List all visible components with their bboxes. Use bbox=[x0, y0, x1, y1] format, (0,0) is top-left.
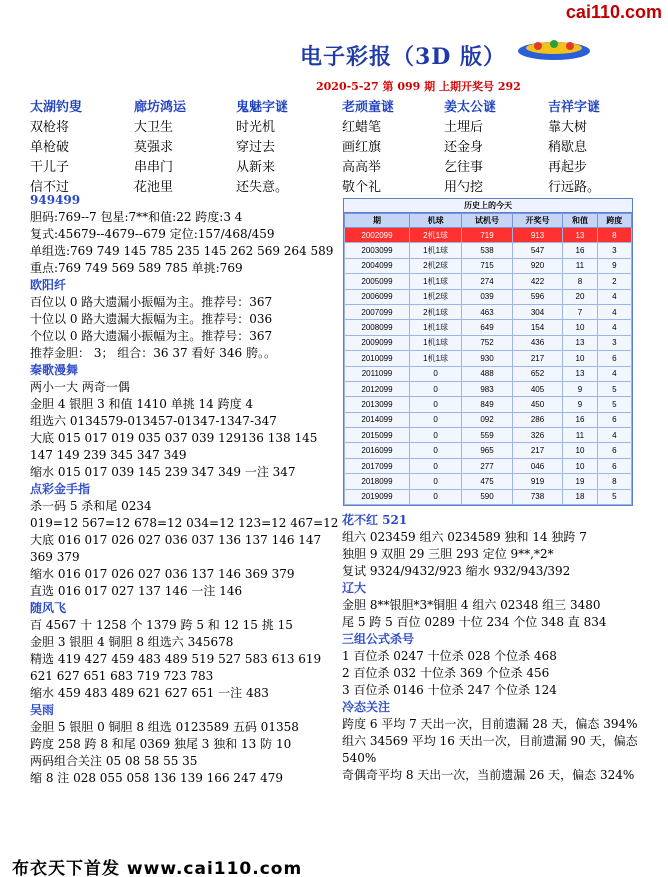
text-line: 跨度 258 跨 8 和尾 0369 独尾 3 独和 13 防 10 bbox=[30, 737, 292, 751]
table-cell: 4 bbox=[597, 428, 631, 443]
riddle-column bbox=[342, 96, 442, 196]
text-line: 金胆 4 银胆 3 和值 1410 单挑 14 跨度 4 bbox=[30, 397, 254, 411]
table-cell: 1机1球 bbox=[409, 320, 461, 335]
table-cell: 930 bbox=[462, 351, 513, 366]
table-cell: 450 bbox=[512, 397, 563, 412]
riddle-line: 红蜡笔 bbox=[342, 120, 382, 135]
table-header-cell: 开奖号 bbox=[512, 214, 563, 228]
table-cell: 0 bbox=[409, 381, 461, 396]
table-cell: 2机2球 bbox=[409, 258, 461, 273]
text-line: 奇偶奇平均 8 天出一次，当前遗漏 26 天，偏态 324% bbox=[342, 768, 635, 782]
table-cell: 0 bbox=[409, 397, 461, 412]
text-line: 621 627 651 683 719 723 783 bbox=[30, 669, 214, 683]
section-heading: 欧阳纤 bbox=[30, 278, 67, 292]
table-row bbox=[345, 381, 632, 396]
table-cell: 10 bbox=[563, 443, 597, 458]
text-line: 147 149 239 345 347 349 bbox=[30, 448, 187, 462]
text-line: 缩水 016 017 026 027 036 137 146 369 379 bbox=[30, 567, 295, 581]
text-line: 369 379 bbox=[30, 550, 80, 564]
table-cell: 8 bbox=[563, 274, 597, 289]
riddle-line: 莫强求 bbox=[134, 140, 174, 155]
text-line: 复试 9324/9432/923 缩水 932/943/392 bbox=[342, 564, 571, 578]
text-line: 组六 34569 平均 16 天出一次，目前遗漏 90 天，偏态 540% bbox=[342, 734, 638, 765]
section-heading: 随风飞 bbox=[30, 601, 67, 615]
table-cell: 2017099 bbox=[345, 458, 410, 473]
table-cell: 10 bbox=[563, 320, 597, 335]
table-row bbox=[345, 458, 632, 473]
riddle-column-head: 老顽童谜 bbox=[342, 100, 395, 115]
text-line: 独胆 9 双胆 29 三胆 293 定位 9**,*2* bbox=[342, 547, 554, 561]
table-cell: 9 bbox=[597, 258, 631, 273]
text-line: 缩水 459 483 489 621 627 651 一注 483 bbox=[30, 686, 269, 700]
table-cell: 422 bbox=[512, 274, 563, 289]
riddle-column bbox=[236, 96, 336, 196]
table-cell: 0 bbox=[409, 412, 461, 427]
text-line: 金胆 5 银胆 0 铜胆 8 组选 0123589 五码 01358 bbox=[30, 720, 299, 734]
table-cell: 2003099 bbox=[345, 243, 410, 258]
text-line: 百 4567 十 1258 个 1379 跨 5 和 12 15 挑 15 bbox=[30, 618, 293, 632]
table-cell: 405 bbox=[512, 381, 563, 396]
table-cell: 4 bbox=[597, 289, 631, 304]
table-cell: 092 bbox=[462, 412, 513, 427]
text-line: 019=12 567=12 678=12 034=12 123=12 467=12 bbox=[30, 516, 339, 530]
table-row bbox=[345, 397, 632, 412]
table-cell: 596 bbox=[512, 289, 563, 304]
riddle-column bbox=[30, 96, 130, 196]
table-cell: 6 bbox=[597, 443, 631, 458]
text-line: 缩 8 注 028 055 058 136 139 166 247 479 bbox=[30, 771, 284, 785]
table-cell: 547 bbox=[512, 243, 563, 258]
text-line: 尾 5 跨 5 百位 0289 十位 234 个位 348 直 834 bbox=[342, 615, 607, 629]
table-cell: 217 bbox=[512, 351, 563, 366]
text-line: 单组选:769 749 145 785 235 145 262 569 264 589 bbox=[30, 244, 334, 258]
table-cell: 715 bbox=[462, 258, 513, 273]
riddle-line: 大卫生 bbox=[134, 120, 174, 135]
table-cell: 649 bbox=[462, 320, 513, 335]
table-cell: 5 bbox=[597, 381, 631, 396]
table-cell: 304 bbox=[512, 304, 563, 319]
right-column bbox=[342, 512, 662, 784]
table-cell: 1机1球 bbox=[409, 335, 461, 350]
table-cell: 913 bbox=[512, 228, 563, 243]
riddle-column-head: 姜太公谜 bbox=[444, 100, 497, 115]
text-line: 胆码:769--7 包星:7**和值:22 跨度:3 4 bbox=[30, 210, 243, 224]
table-row bbox=[345, 243, 632, 258]
text-line: 直选 016 017 027 137 146 一注 146 bbox=[30, 584, 243, 598]
section-heading: 秦歌漫舞 bbox=[30, 363, 79, 377]
table-row bbox=[345, 443, 632, 458]
riddle-line: 高高举 bbox=[342, 160, 382, 175]
table-cell: 4 bbox=[597, 304, 631, 319]
table-cell: 2机1球 bbox=[409, 228, 461, 243]
riddle-column-head: 廊坊鸿运 bbox=[134, 100, 187, 115]
table-cell: 2014099 bbox=[345, 412, 410, 427]
table-cell: 326 bbox=[512, 428, 563, 443]
riddle-line: 单枪破 bbox=[30, 140, 70, 155]
table-cell: 6 bbox=[597, 351, 631, 366]
table-cell: 0 bbox=[409, 458, 461, 473]
table-row bbox=[345, 428, 632, 443]
riddle-line: 双枪将 bbox=[30, 120, 70, 135]
table-cell: 2010099 bbox=[345, 351, 410, 366]
table-header-cell: 期 bbox=[345, 214, 410, 228]
table-cell: 2机1球 bbox=[409, 304, 461, 319]
text-line: 组六 023459 组六 0234589 独和 14 独跨 7 bbox=[342, 530, 587, 544]
table-cell: 2004099 bbox=[345, 258, 410, 273]
table-cell: 2007099 bbox=[345, 304, 410, 319]
table-cell: 046 bbox=[512, 458, 563, 473]
table-cell: 5 bbox=[597, 489, 631, 504]
table-row bbox=[345, 228, 632, 243]
text-line: 百位以 0 路大遗漏小振幅为主。推荐号：367 bbox=[30, 295, 273, 309]
table-row bbox=[345, 366, 632, 381]
table-cell: 983 bbox=[462, 381, 513, 396]
table-cell: 0 bbox=[409, 366, 461, 381]
riddle-column-head: 鬼魅字谜 bbox=[236, 100, 289, 115]
table-row bbox=[345, 320, 632, 335]
table-cell: 10 bbox=[563, 351, 597, 366]
text-line: 缩水 015 017 039 145 239 347 349 一注 347 bbox=[30, 465, 296, 479]
text-line: 组选六 0134579-013457-01347-1347-347 bbox=[30, 414, 277, 428]
section-heading: 吴雨 bbox=[30, 703, 55, 717]
table-cell: 4 bbox=[597, 366, 631, 381]
table-cell: 1机1球 bbox=[409, 243, 461, 258]
table-cell: 919 bbox=[512, 474, 563, 489]
text-line: 3 百位杀 0146 十位杀 247 个位杀 124 bbox=[342, 683, 557, 697]
table-header-cell: 试机号 bbox=[462, 214, 513, 228]
table-cell: 2012099 bbox=[345, 381, 410, 396]
table-header-cell: 和值 bbox=[563, 214, 597, 228]
table-header-cell: 跨度 bbox=[597, 214, 631, 228]
history-table-caption: 历史上的今天 bbox=[344, 199, 632, 213]
table-cell: 475 bbox=[462, 474, 513, 489]
text-line: 重点:769 749 569 589 785 单挑:769 bbox=[30, 261, 243, 275]
table-cell: 0 bbox=[409, 443, 461, 458]
text-line: 金胆 8**银胆*3*铜胆 4 组六 02348 组三 3480 bbox=[342, 598, 601, 612]
text-line: 跨度 6 平均 7 天出一次，目前遗漏 28 天，偏态 394% bbox=[342, 717, 638, 731]
table-row bbox=[345, 304, 632, 319]
table-cell: 6 bbox=[597, 458, 631, 473]
table-cell: 849 bbox=[462, 397, 513, 412]
issue-line: 2020-5-27 第 099 期 上期开奖号 292 bbox=[316, 80, 521, 93]
table-cell: 2 bbox=[597, 274, 631, 289]
table-cell: 590 bbox=[462, 489, 513, 504]
left-column bbox=[30, 192, 339, 787]
lottery-logo-icon bbox=[516, 34, 592, 62]
table-row bbox=[345, 274, 632, 289]
table-cell: 9 bbox=[563, 381, 597, 396]
riddle-line: 画红旗 bbox=[342, 140, 382, 155]
table-cell: 1机1球 bbox=[409, 274, 461, 289]
table-row bbox=[345, 258, 632, 273]
table-cell: 9 bbox=[563, 397, 597, 412]
riddle-line: 信不过 bbox=[30, 180, 70, 195]
page-title: 电子彩报（3D 版） bbox=[300, 44, 507, 70]
text-line: 个位以 0 路大遗漏小振幅为主。推荐号：367 bbox=[30, 329, 273, 343]
table-cell: 6 bbox=[597, 412, 631, 427]
table-row bbox=[345, 474, 632, 489]
table-cell: 18 bbox=[563, 489, 597, 504]
table-cell: 965 bbox=[462, 443, 513, 458]
table-cell: 217 bbox=[512, 443, 563, 458]
riddle-line: 乞往事 bbox=[444, 160, 484, 175]
site-url[interactable]: cai110.com bbox=[565, 2, 662, 22]
riddle-column bbox=[134, 96, 234, 196]
table-cell: 3 bbox=[597, 243, 631, 258]
table-cell: 488 bbox=[462, 366, 513, 381]
table-cell: 463 bbox=[462, 304, 513, 319]
table-cell: 11 bbox=[563, 428, 597, 443]
table-cell: 13 bbox=[563, 366, 597, 381]
table-cell: 286 bbox=[512, 412, 563, 427]
section-heading: 949499 bbox=[30, 193, 81, 207]
table-cell: 154 bbox=[512, 320, 563, 335]
table-cell: 13 bbox=[563, 228, 597, 243]
table-row bbox=[345, 351, 632, 366]
history-table-header bbox=[345, 214, 632, 228]
table-cell: 8 bbox=[597, 474, 631, 489]
text-line: 杀一码 5 杀和尾 0234 bbox=[30, 499, 152, 513]
section-heading: 点彩金手指 bbox=[30, 482, 91, 496]
table-header-cell: 机球 bbox=[409, 214, 461, 228]
table-cell: 1机2球 bbox=[409, 289, 461, 304]
table-cell: 0 bbox=[409, 474, 461, 489]
table-cell: 8 bbox=[597, 228, 631, 243]
table-cell: 2018099 bbox=[345, 474, 410, 489]
history-table bbox=[343, 198, 633, 506]
text-line: 十位以 0 路大遗漏大振幅为主。推荐号：036 bbox=[30, 312, 273, 326]
table-cell: 1机1球 bbox=[409, 351, 461, 366]
table-cell: 538 bbox=[462, 243, 513, 258]
table-cell: 2016099 bbox=[345, 443, 410, 458]
table-cell: 2009099 bbox=[345, 335, 410, 350]
table-cell: 7 bbox=[563, 304, 597, 319]
table-cell: 920 bbox=[512, 258, 563, 273]
text-line: 金胆 3 银胆 4 铜胆 8 组选六 345678 bbox=[30, 635, 234, 649]
section-heading: 冷态关注 bbox=[342, 700, 391, 714]
table-cell: 2002099 bbox=[345, 228, 410, 243]
table-cell: 2008099 bbox=[345, 320, 410, 335]
table-cell: 0 bbox=[409, 428, 461, 443]
table-cell: 20 bbox=[563, 289, 597, 304]
riddle-column-head: 太湖钓叟 bbox=[30, 100, 83, 115]
riddle-line: 靠大树 bbox=[548, 120, 588, 135]
table-row bbox=[345, 289, 632, 304]
table-cell: 2019099 bbox=[345, 489, 410, 504]
table-cell: 738 bbox=[512, 489, 563, 504]
table-cell: 039 bbox=[462, 289, 513, 304]
text-line: 2 百位杀 032 十位杀 369 个位杀 456 bbox=[342, 666, 550, 680]
riddle-line: 还失意。 bbox=[236, 180, 289, 195]
section-heading: 辽大 bbox=[342, 581, 367, 595]
table-cell: 274 bbox=[462, 274, 513, 289]
text-line: 1 百位杀 0247 十位杀 028 个位杀 468 bbox=[342, 649, 557, 663]
riddle-line: 用勺挖 bbox=[444, 180, 484, 195]
text-line: 两小一大 两奇一偶 bbox=[30, 380, 130, 394]
section-heading: 花不红 521 bbox=[342, 513, 408, 527]
riddle-line: 干儿子 bbox=[30, 160, 70, 175]
text-line: 推荐金胆： 3； 组合：36 37 看好 346 胯。。 bbox=[30, 346, 276, 360]
footer-text: 布衣天下首发 www.cai110.com bbox=[12, 859, 303, 877]
riddle-column bbox=[444, 96, 544, 196]
table-cell: 5 bbox=[597, 397, 631, 412]
riddle-line: 还金身 bbox=[444, 140, 484, 155]
table-cell: 3 bbox=[597, 335, 631, 350]
riddle-line: 时光机 bbox=[236, 120, 276, 135]
riddle-line: 从新来 bbox=[236, 160, 276, 175]
riddle-column bbox=[548, 96, 648, 196]
table-row bbox=[345, 335, 632, 350]
table-cell: 16 bbox=[563, 412, 597, 427]
riddle-line: 花池里 bbox=[134, 180, 174, 195]
table-cell: 19 bbox=[563, 474, 597, 489]
table-cell: 10 bbox=[563, 458, 597, 473]
table-cell: 436 bbox=[512, 335, 563, 350]
riddle-line: 再起步 bbox=[548, 160, 588, 175]
riddle-column-head: 吉祥字谜 bbox=[548, 100, 601, 115]
text-line: 两码组合关注 05 08 58 55 35 bbox=[30, 754, 198, 768]
table-cell: 2015099 bbox=[345, 428, 410, 443]
table-cell: 13 bbox=[563, 335, 597, 350]
section-heading: 三组公式杀号 bbox=[342, 632, 415, 646]
table-cell: 11 bbox=[563, 258, 597, 273]
table-cell: 0 bbox=[409, 489, 461, 504]
table-cell: 277 bbox=[462, 458, 513, 473]
table-cell: 719 bbox=[462, 228, 513, 243]
table-cell: 2011099 bbox=[345, 366, 410, 381]
riddle-line: 串串门 bbox=[134, 160, 174, 175]
table-cell: 559 bbox=[462, 428, 513, 443]
riddle-line: 敬个礼 bbox=[342, 180, 382, 195]
table-cell: 2006099 bbox=[345, 289, 410, 304]
table-cell: 2013099 bbox=[345, 397, 410, 412]
text-line: 大底 016 017 026 027 036 037 136 137 146 147 bbox=[30, 533, 322, 547]
text-line: 复式:45679--4679--679 定位:157/468/459 bbox=[30, 227, 275, 241]
table-row bbox=[345, 412, 632, 427]
table-cell: 4 bbox=[597, 320, 631, 335]
riddle-line: 穿过去 bbox=[236, 140, 276, 155]
riddle-line: 稍歇息 bbox=[548, 140, 588, 155]
table-cell: 16 bbox=[563, 243, 597, 258]
table-cell: 652 bbox=[512, 366, 563, 381]
riddle-line: 行远路。 bbox=[548, 180, 601, 195]
text-line: 精选 419 427 459 483 489 519 527 583 613 619 bbox=[30, 652, 322, 666]
table-cell: 2005099 bbox=[345, 274, 410, 289]
table-cell: 752 bbox=[462, 335, 513, 350]
riddle-line: 土埋后 bbox=[444, 120, 484, 135]
text-line: 大底 015 017 019 035 037 039 129136 138 145 bbox=[30, 431, 318, 445]
table-row bbox=[345, 489, 632, 504]
